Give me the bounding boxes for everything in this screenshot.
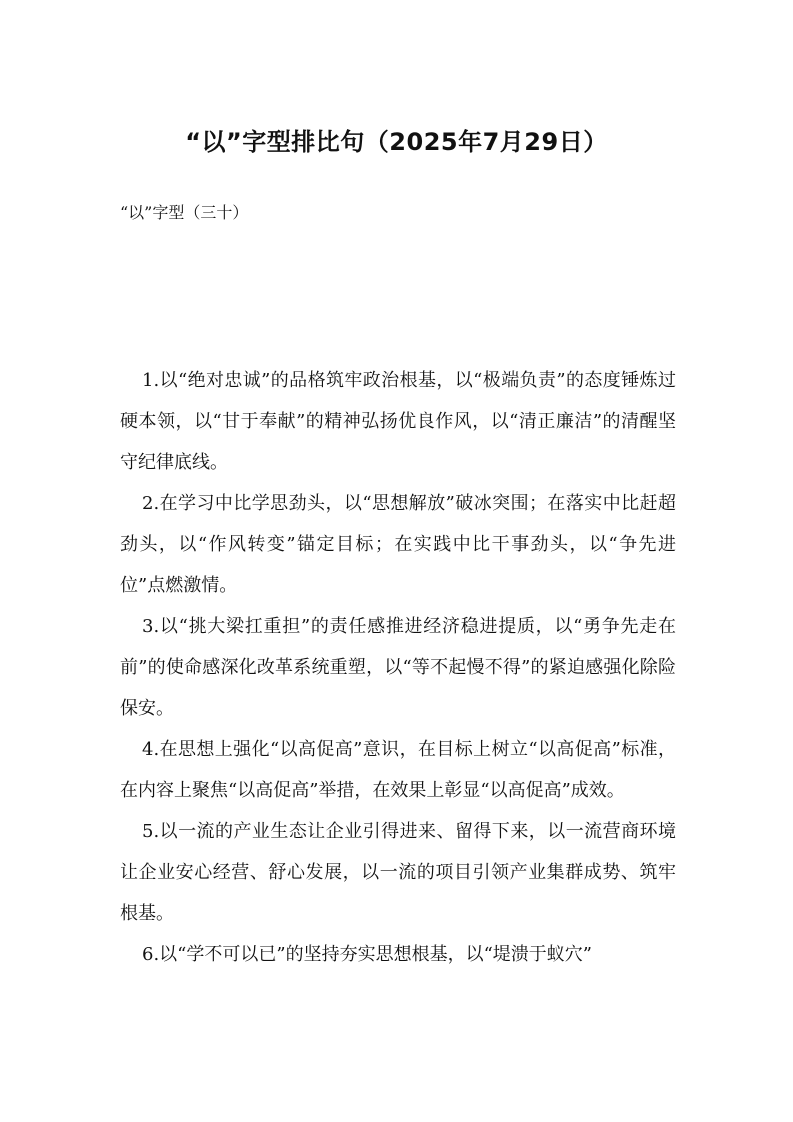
document-body xyxy=(120,360,676,975)
document-subtitle: “以”字型（三十） xyxy=(120,203,249,222)
paragraph-6: 6.以“学不可以已”的坚持夯实思想根基，以“堤溃于蚁穴” xyxy=(142,944,592,965)
paragraph-4: 4.在思想上强化“以高促高”意识，在目标上树立“以高促高”标准，在内容上聚焦“以高促高”举措，在效果上彰显“以高促高”成效。 xyxy=(120,739,676,801)
document-title: “以”字型排比句（2025年7月29日） xyxy=(185,128,608,156)
paragraph-2: 2.在学习中比学思劲头，以“思想解放”破冰突围；在落实中比赶超劲头，以“作风转变”锚定目标；在实践中比干事劲头，以“争先进位”点燃激情。 xyxy=(120,493,676,596)
paragraph-5: 5.以一流的产业生态让企业引得进来、留得下来，以一流营商环境让企业安心经营、舒心发展，以一流的项目引领产业集群成势、筑牢根基。 xyxy=(120,821,676,924)
paragraph-1: 1.以“绝对忠诚”的品格筑牢政治根基，以“极端负责”的态度锤炼过硬本领，以“甘于奉献”的精神弘扬优良作风，以“清正廉洁”的清醒坚守纪律底线。 xyxy=(120,370,676,473)
paragraph-3: 3.以“挑大梁扛重担”的责任感推进经济稳进提质，以“勇争先走在前”的使命感深化改革系统重塑，以“等不起慢不得”的紧迫感强化除险保安。 xyxy=(120,616,676,719)
